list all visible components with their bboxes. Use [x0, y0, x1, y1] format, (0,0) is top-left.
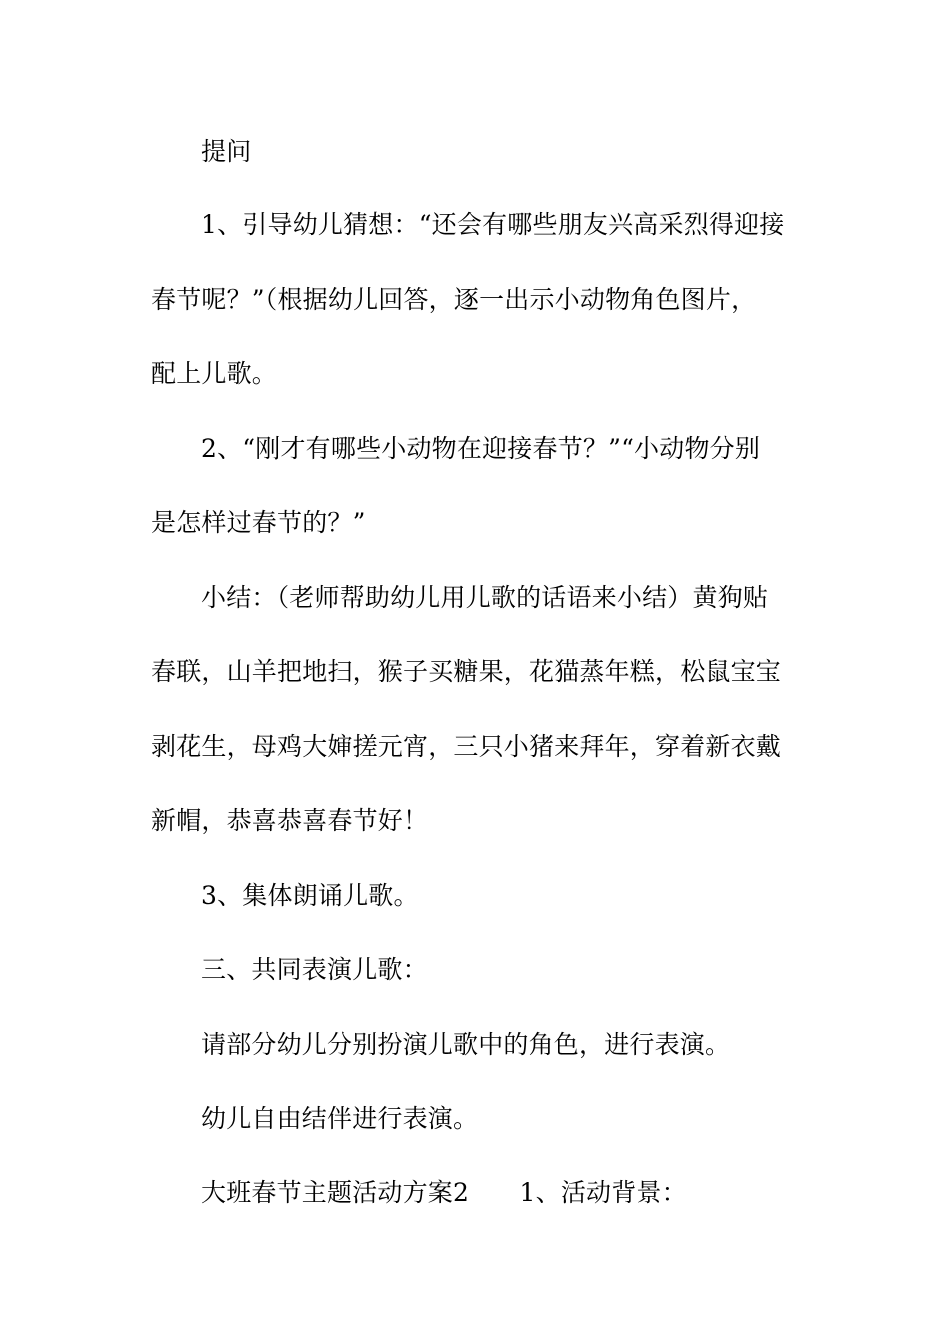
paragraph-line: 春节呢？”（根据幼儿回答，逐一出示小动物角色图片， — [151, 285, 757, 314]
paragraph-line: 3、集体朗诵儿歌。 — [201, 881, 419, 910]
paragraph-line: 是怎样过春节的？” — [151, 508, 366, 537]
paragraph-line: 2、“刚才有哪些小动物在迎接春节？”“小动物分别 — [201, 434, 761, 463]
paragraph-line: 三、共同表演儿歌： — [201, 955, 428, 984]
paragraph-line: 剥花生，母鸡大婶搓元宵，三只小猪来拜年，穿着新衣戴 — [151, 732, 782, 761]
paragraph-line: 1、引导幼儿猜想：“还会有哪些朋友兴高采烈得迎接 — [201, 210, 785, 239]
paragraph-line: 配上儿歌。 — [151, 359, 278, 388]
paragraph-line: 大班春节主题活动方案2 1、活动背景： — [201, 1178, 687, 1207]
paragraph-line: 提问 — [201, 137, 252, 166]
paragraph-line: 春联，山羊把地扫，猴子买糖果，花猫蒸年糕，松鼠宝宝 — [151, 657, 782, 686]
paragraph-line: 幼儿自由结伴进行表演。 — [201, 1104, 479, 1133]
paragraph-line: 新帽，恭喜恭喜春节好！ — [151, 806, 429, 835]
paragraph-line: 请部分幼儿分别扮演儿歌中的角色，进行表演。 — [201, 1030, 731, 1059]
paragraph-line: 小结：（老师帮助幼儿用儿歌的话语来小结）黄狗贴 — [201, 583, 769, 612]
